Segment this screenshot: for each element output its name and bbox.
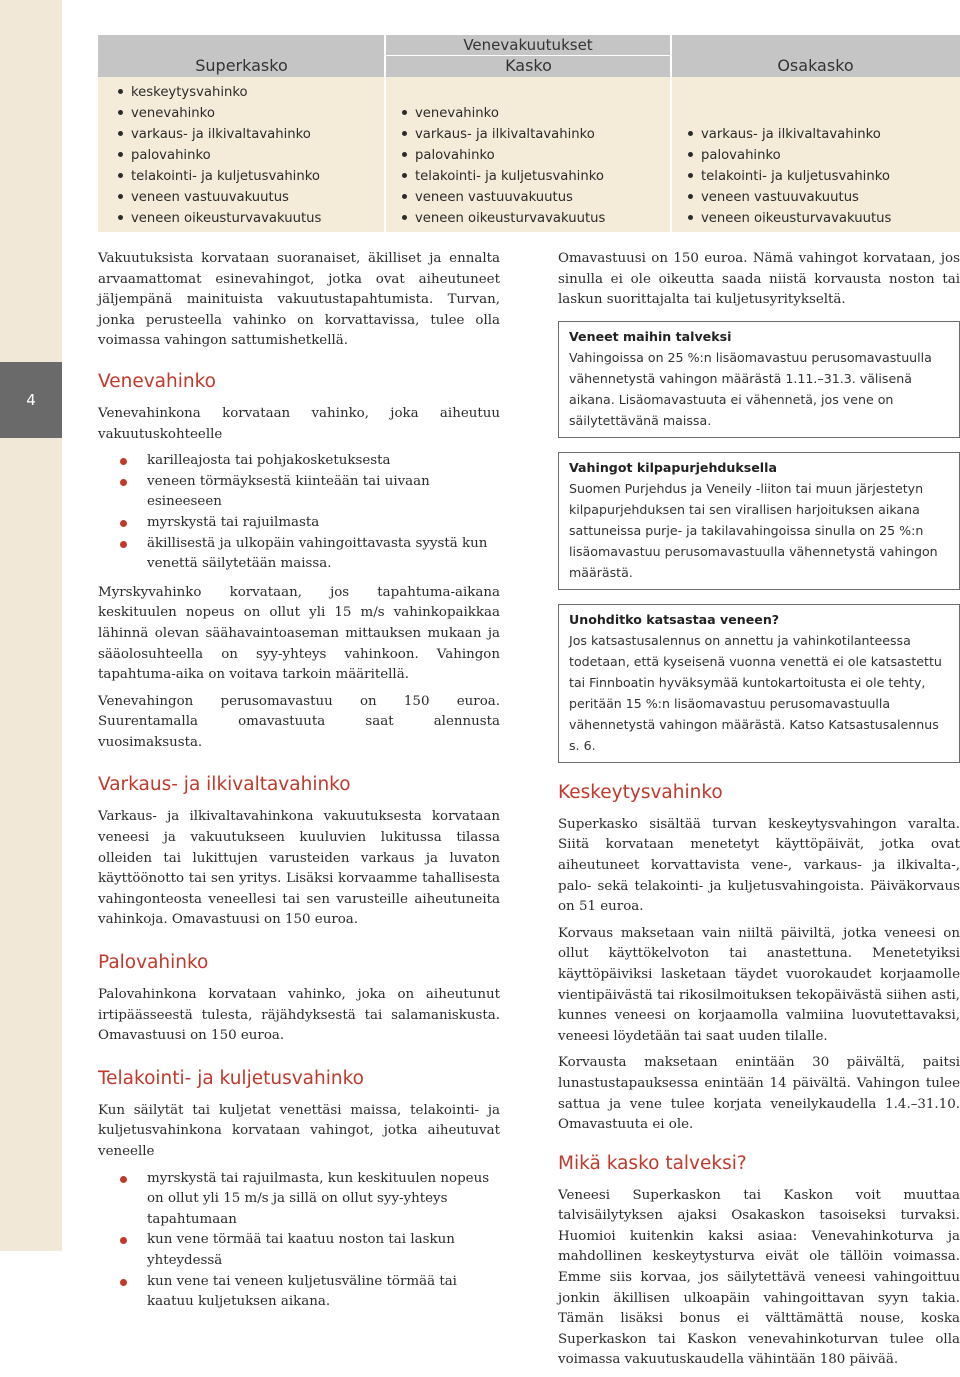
list-item: myrskystä tai rajuilmasta, kun keskituulen nopeus on ollut yli 15 m/s ja sillä on ollut syy-yhteys tapahtumaan — [120, 1169, 500, 1231]
info-box-text: Vahingoissa on 25 %:n lisäomavastuu perusomavastuulla vähennetystä vahingon määrästä 1.11.–31.3. välisenä aikana. Lisäomavastuuta ei vähennetä, jos vene on säilytettävänä maissa. — [569, 349, 932, 428]
talvikasko-paragraph: Veneesi Superkaskon tai Kaskon voit muuttaa talvisäilytyksen ajaksi Osakaskon tasoiseksi turvaksi. Huomioi kuitenkin kaksi asiaa: Venevahinkoturva ja mahdollinen keskeytysturva eivät ole tällöin voimassa. Emme siis korvaa, jos säilytettävä veneesi vahingoittuu jonkin äkillisen ulkoapäin vahingoittavan syyn takia. Tämän lisäksi bonus ei välttämättä nouse, koska Superkaskon tai Kaskon venevahinkoturvan tulee olla voimassa vakuutuskaudella vähintään 180 päivää. — [558, 1187, 960, 1368]
column-title-kasko: Kasko — [505, 56, 552, 75]
list-item: venevahinko — [402, 103, 605, 124]
info-box-katsastus — [558, 604, 960, 763]
list-item: veneen oikeusturvavakuutus — [118, 208, 321, 229]
list-item: varkaus- ja ilkivaltavahinko — [688, 124, 891, 145]
info-box-title: Unohditko katsastaa veneen? — [569, 611, 780, 627]
list-item: varkaus- ja ilkivaltavahinko — [118, 124, 321, 145]
column-title-superkasko: Superkasko — [195, 56, 288, 75]
myrskyvahinko-paragraph: Myrskyvahinko korvataan, jos tapahtuma-aikana keskituulen nopeus on ollut yli 15 m/s vahinkopaikkaa lähinnä olevan säähavaintoaseman mittauksen mukaan ja sääolosuhteella on syy-yhteys vahinkoon. Vahingon tapahtuma-aika on voitava tarkoin määritellä. — [98, 584, 500, 683]
info-box-kilpapurjehdus — [558, 452, 960, 590]
venevahinko-bullet-list — [120, 451, 500, 575]
superkasko-coverage-list — [118, 82, 321, 229]
list-item: veneen vastuuvakuutus — [688, 187, 891, 208]
table-title: Venevakuutukset — [463, 36, 593, 54]
palovahinko-paragraph: Palovahinkona korvataan vahinko, joka on aiheutunut irtipäässeestä tulesta, räjähdyksestä tai salamaniskusta. Omavastuusi on 150 euroa. — [98, 987, 500, 1044]
list-item: telakointi- ja kuljetusvahinko — [402, 166, 605, 187]
venevahinko-heading: Venevahinko — [98, 370, 216, 392]
list-item: veneen oikeusturvavakuutus — [402, 208, 605, 229]
page-number-tab — [0, 362, 62, 438]
coverage-table-body — [98, 77, 960, 232]
list-item: kun vene törmää tai kaatuu noston tai laskun yhteydessä — [120, 1230, 500, 1271]
venevahinko-lead: Venevahinkona korvataan vahinko, joka aiheutuu vakuutuskohteelle — [98, 405, 500, 442]
palovahinko-heading: Palovahinko — [98, 952, 209, 974]
telakointi-lead: Kun säilytät tai kuljetat venettäsi maissa, telakointi- ja kuljetusvahinkona korvataan vahingot, jotka aiheutuvat veneelle — [98, 1102, 500, 1159]
keskeytysvahinko-paragraph-3: Korvausta maksetaan enintään 30 päivältä, paitsi lunastustapauksessa enintään 14 päivältä. Vahingon tulee sattua ja vene tulee korjata veneilykaudella 1.4.–31.10. Omavastuuta ei ole. — [558, 1055, 960, 1133]
list-item: veneen oikeusturvavakuutus — [688, 208, 891, 229]
keskeytysvahinko-paragraph-2: Korvaus maksetaan vain niiltä päiviltä, jotka veneesi on ollut käyttökelvoton tai anastettuna. Menetetyiksi käyttöpäiviksi lasketaan täydet vuorokaudet korjaamolle vientipäivästä tai rikosilmoituksen tekopäivästä siihen asti, kunnes veneesi on korjaamolla valmiina luovutettavaksi, veneesi löydetään tai saat uuden tilalle. — [558, 925, 960, 1044]
list-item: telakointi- ja kuljetusvahinko — [118, 166, 321, 187]
right-column — [558, 249, 960, 1377]
varkaus-paragraph: Varkaus- ja ilkivaltavahinkona vakuutuksesta korvataan veneesi ja vakuutukseen kuuluvien lukitussa tilassa olleiden tai lukittujen varusteiden varkaus ja luvaton käyttöönotto tai sen yritys. Lisäksi korvaamme tahallisesta vahingonteosta veneellesi tai sen varusteille aiheutuneita vahinkoja. Omavastuusi on 150 euroa. — [98, 809, 500, 928]
list-item: palovahinko — [118, 145, 321, 166]
osakasko-coverage-list — [688, 124, 891, 229]
page-margin-strip — [0, 0, 62, 1251]
info-box-title: Veneet maihin talveksi — [569, 328, 732, 344]
keskeytysvahinko-paragraph-1: Superkasko sisältää turvan keskeytysvahingon varalta. Siitä korvataan menetetyt käyttöpäivät, jotka ovat aiheutuneet korvattavista vene-, varkaus- ja ilkivalta-, palo- sekä telakointi- ja kuljetusvahingoista. Päiväkorvaus on 51 euroa. — [558, 816, 960, 915]
kasko-coverage-list — [402, 103, 605, 229]
coverage-table — [98, 35, 960, 232]
info-box-veneet-maihin — [558, 321, 960, 438]
intro-paragraph: Vakuutuksista korvataan suoranaiset, äkilliset ja ennalta arvaamattomat esinevahingot, jotka ovat aiheutuneet jäljempänä mainituista vakuutustapahtumista. Turvan, jonka perusteella vahinko on korvattavissa, tulee olla voimassa vahingon sattumishetkellä. — [98, 251, 500, 349]
list-item: veneen vastuuvakuutus — [402, 187, 605, 208]
list-item: keskeytysvahinko — [118, 82, 321, 103]
venevahinko-omavastuu-paragraph: Venevahingon perusomavastuu on 150 euroa. Suurentamalla omavastuuta saat alennusta vuosimaksusta. — [98, 693, 500, 750]
list-item: telakointi- ja kuljetusvahinko — [688, 166, 891, 187]
list-item: karilleajosta tai pohjakosketuksesta — [120, 451, 500, 472]
telakointi-bullet-list — [120, 1169, 500, 1313]
list-item: palovahinko — [402, 145, 605, 166]
list-item: kun vene tai veneen kuljetusväline törmää tai kaatuu kuljetuksen aikana. — [120, 1272, 500, 1313]
list-item: varkaus- ja ilkivaltavahinko — [402, 124, 605, 145]
list-item: venevahinko — [118, 103, 321, 124]
page-number: 4 — [26, 391, 36, 409]
coverage-table-header — [98, 35, 960, 77]
omavastuu-paragraph: Omavastuusi on 150 euroa. Nämä vahingot korvataan, jos sinulla ei ole oikeutta saada niistä korvausta noston tai laskun suorittajalta tai kuljetusyritykseltä. — [558, 251, 960, 308]
list-item: veneen törmäyksestä kiinteään tai uivaan esineeseen — [120, 472, 500, 513]
column-title-osakasko: Osakasko — [777, 56, 854, 75]
list-item: veneen vastuuvakuutus — [118, 187, 321, 208]
info-box-text: Suomen Purjehdus ja Veneily -liiton tai muun järjestetyn kilpapurjehduksen tai sen virallisen harjoituksen aikana sattuneissa purje- ja takilavahingoissa sinulla on 25 %:n lisäomavastuu perusomavastuulla vähennetystä vahingon määrästä. — [569, 480, 938, 580]
list-item: palovahinko — [688, 145, 891, 166]
list-item: myrskystä tai rajuilmasta — [120, 513, 500, 534]
column-divider — [670, 77, 672, 232]
telakointi-heading: Telakointi- ja kuljetusvahinko — [98, 1067, 364, 1089]
talvikasko-heading: Mikä kasko talveksi? — [558, 1152, 747, 1174]
info-box-text: Jos katsastusalennus on annettu ja vahinkotilanteessa todetaan, että kyseisenä vuonna venettä ei ole katsastettu tai Finnboatin hyväksymää kuntokartoitusta ei ole tehty, peritään 15 %:n lisäomavastuu perusomavastuulla vähennetystä vahingon määrästä. Katso Katsastusalennus s. 6. — [569, 632, 942, 753]
left-column — [98, 249, 500, 1321]
info-box-title: Vahingot kilpapurjehduksella — [569, 459, 777, 475]
column-divider — [384, 77, 386, 232]
varkaus-heading: Varkaus- ja ilkivaltavahinko — [98, 774, 351, 796]
list-item: äkillisestä ja ulkopäin vahingoittavasta syystä kun venettä säilytetään maissa. — [120, 534, 500, 575]
keskeytysvahinko-heading: Keskeytysvahinko — [558, 781, 723, 803]
